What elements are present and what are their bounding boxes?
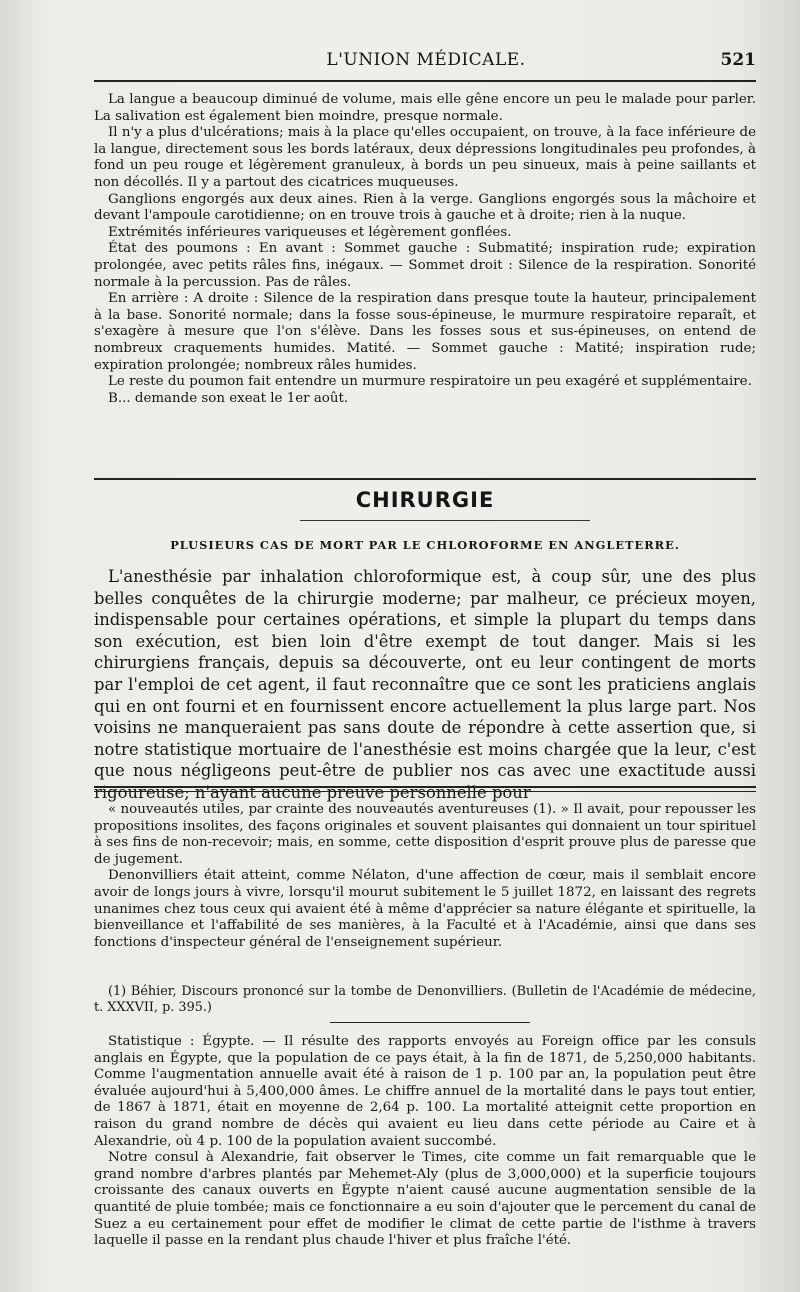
observation-paragraph: B... demande son exeat le 1er août. <box>108 390 349 406</box>
page-number: 521 <box>720 50 756 70</box>
footnote-text: (1) Béhier, Discours prononcé sur la tombe de Denonvilliers. (Bulletin de l'Académie de médecine, t. XXXVII, p. 395.) <box>94 984 756 1015</box>
header-rule <box>94 80 756 82</box>
feuilleton-paragraph: « nouveautés utiles, par crainte des nouveautés aventureuses (1). » Il avait, pour repousser les propositions insolites, des façons originales et souvent plaisantes qui donnaient un tour spirituel à ses fins de non-recevoir; mais, en somme, cette disposition d'esprit prouve plus de paresse que de jugement. <box>94 802 756 867</box>
article-subtitle: PLUSIEURS CAS DE MORT PAR LE CHLOROFORME EN ANGLETERRE. <box>170 538 680 552</box>
observation-paragraph: En arrière : A droite : Silence de la respiration dans presque toute la hauteur, principalement à la base. Sonorité normale; dans la fosse sous-épineuse, le murmure respiratoire reparaît, et s'exagère à mesure que l'on s'élève. Dans les fosses sous et sus-épineuses, on entend de nombreux craquements humides. Matité. — Sommet gauche : Matité; inspiration rude; expiration prolongée; nombreux râles humides. <box>94 291 756 373</box>
observation-text <box>94 92 756 407</box>
article-text <box>94 566 756 804</box>
observation-paragraph: Le reste du poumon fait entendre un murmure respiratoire un peu exagéré et supplémentaire. <box>108 374 752 390</box>
observation-paragraph: Ganglions engorgés aux deux aines. Rien à la verge. Ganglions engorgés sous la mâchoire et devant l'ampoule carotidienne; on en trouve trois à gauche et à droite; rien à la nuque. <box>94 191 756 224</box>
section-title-underline <box>300 520 590 521</box>
statistics-rule <box>330 1022 530 1023</box>
page-header <box>96 48 756 74</box>
statistics-paragraph: Notre consul à Alexandrie, fait observer le Times, cite comme un fait remarquable que le grand nombre d'arbres plantés par Mehemet-Aly (plus de 3,000,000) et la superficie toujours croissante des canaux ouverts en Égypte n'aient causé aucune augmentation sensible de la quantité de pluie tombée; mais ce fonctionnaire a eu soin d'ajouter que le percement du canal de Suez a eu certainement pour effet de modifier le climat de cette partie de l'isthme à travers laquelle il passe en la rendant plus chaude l'hiver et plus fraîche l'été. <box>94 1150 756 1249</box>
article-paragraph: L'anesthésie par inhalation chloroformique est, à coup sûr, une des plus belles conquêtes de la chirurgie moderne; par malheur, ce précieux moyen, indispensable pour certaines opérations, et simple la plupart du temps dans son exécution, est bien loin d'être exempt de tout danger. Mais si les chirurgiens français, depuis sa découverte, ont eu leur contingent de morts par l'emploi de cet agent, il faut reconnaître que ce sont les praticiens anglais qui en ont fourni et en fournissent encore actuellement la plus large part. Nos voisins ne manqueraient pas sans doute de répondre à cette assertion que, si notre statistique mortuaire de l'anesthésie est moins chargée que la leur, c'est que nous négligeons peut-être de publier nos cas avec une exactitude aussi rigoureuse; n'ayant aucune preuve personnelle pour <box>94 567 756 802</box>
feuilleton-paragraph: Denonvilliers était atteint, comme Nélaton, d'une affection de cœur, mais il semblait encore avoir de longs jours à vivre, lorsqu'il mourut subitement le 5 juillet 1872, en laissant des regrets unanimes chez tous ceux qui avaient été à même d'apprécier sa nature élégante et spirituelle, la bienveillance et l'affabilité de ses manières, à la Faculté et à l'Académie, ainsi que dans ses fonctions d'inspecteur général de l'enseignement supérieur. <box>94 868 756 950</box>
observation-paragraph: La langue a beaucoup diminué de volume, mais elle gêne encore un peu le malade pour parler. La salivation est également bien moindre, presque normale. <box>94 92 756 124</box>
section-title: CHIRURGIE <box>355 488 495 512</box>
observation-paragraph: État des poumons : En avant : Sommet gauche : Submatité; inspiration rude; expiration prolongée, avec petits râles fins, inégaux. — Sommet droit : Silence de la respiration. Sonorité normale à la percussion. Pas de râles. <box>94 241 756 290</box>
footnote <box>94 984 756 1016</box>
feuilleton-rule-thin <box>94 791 756 792</box>
running-title: L'UNION MÉDICALE. <box>326 50 526 70</box>
section-rule-top <box>94 478 756 480</box>
observation-paragraph: Extrémités inférieures variqueuses et légèrement gonflées. <box>108 224 512 240</box>
feuilleton-text <box>94 802 756 951</box>
observation-paragraph: Il n'y a plus d'ulcérations; mais à la place qu'elles occupaient, on trouve, à la face inférieure de la langue, directement sous les bords latéraux, deux dépressions longitudinales peu profondes, à fond un peu rouge et légèrement granuleux, à bords un peu sinueux, mais à peine saillants et non décollés. Il y a partout des cicatrices muqueuses. <box>94 125 756 190</box>
feuilleton-rule <box>94 786 756 788</box>
statistics-text <box>94 1034 756 1250</box>
statistics-paragraph: Statistique : Égypte. — Il résulte des rapports envoyés au Foreign office par les consuls anglais en Égypte, que la population de ce pays était, à la fin de 1871, de 5,250,000 habitants. Comme l'augmentation annuelle avait été à raison de 1 p. 100 par an, la population peut être évaluée aujourd'hui à 5,400,000 âmes. Le chiffre annuel de la mortalité dans le pays tout entier, de 1867 à 1871, était en moyenne de 2,64 p. 100. La mortalité atteignit cette proportion en raison du grand nombre de décès qui avaient eu lieu dans cette période au Caire et à Alexandrie, où 4 p. 100 de la population avaient succombé. <box>94 1034 756 1149</box>
